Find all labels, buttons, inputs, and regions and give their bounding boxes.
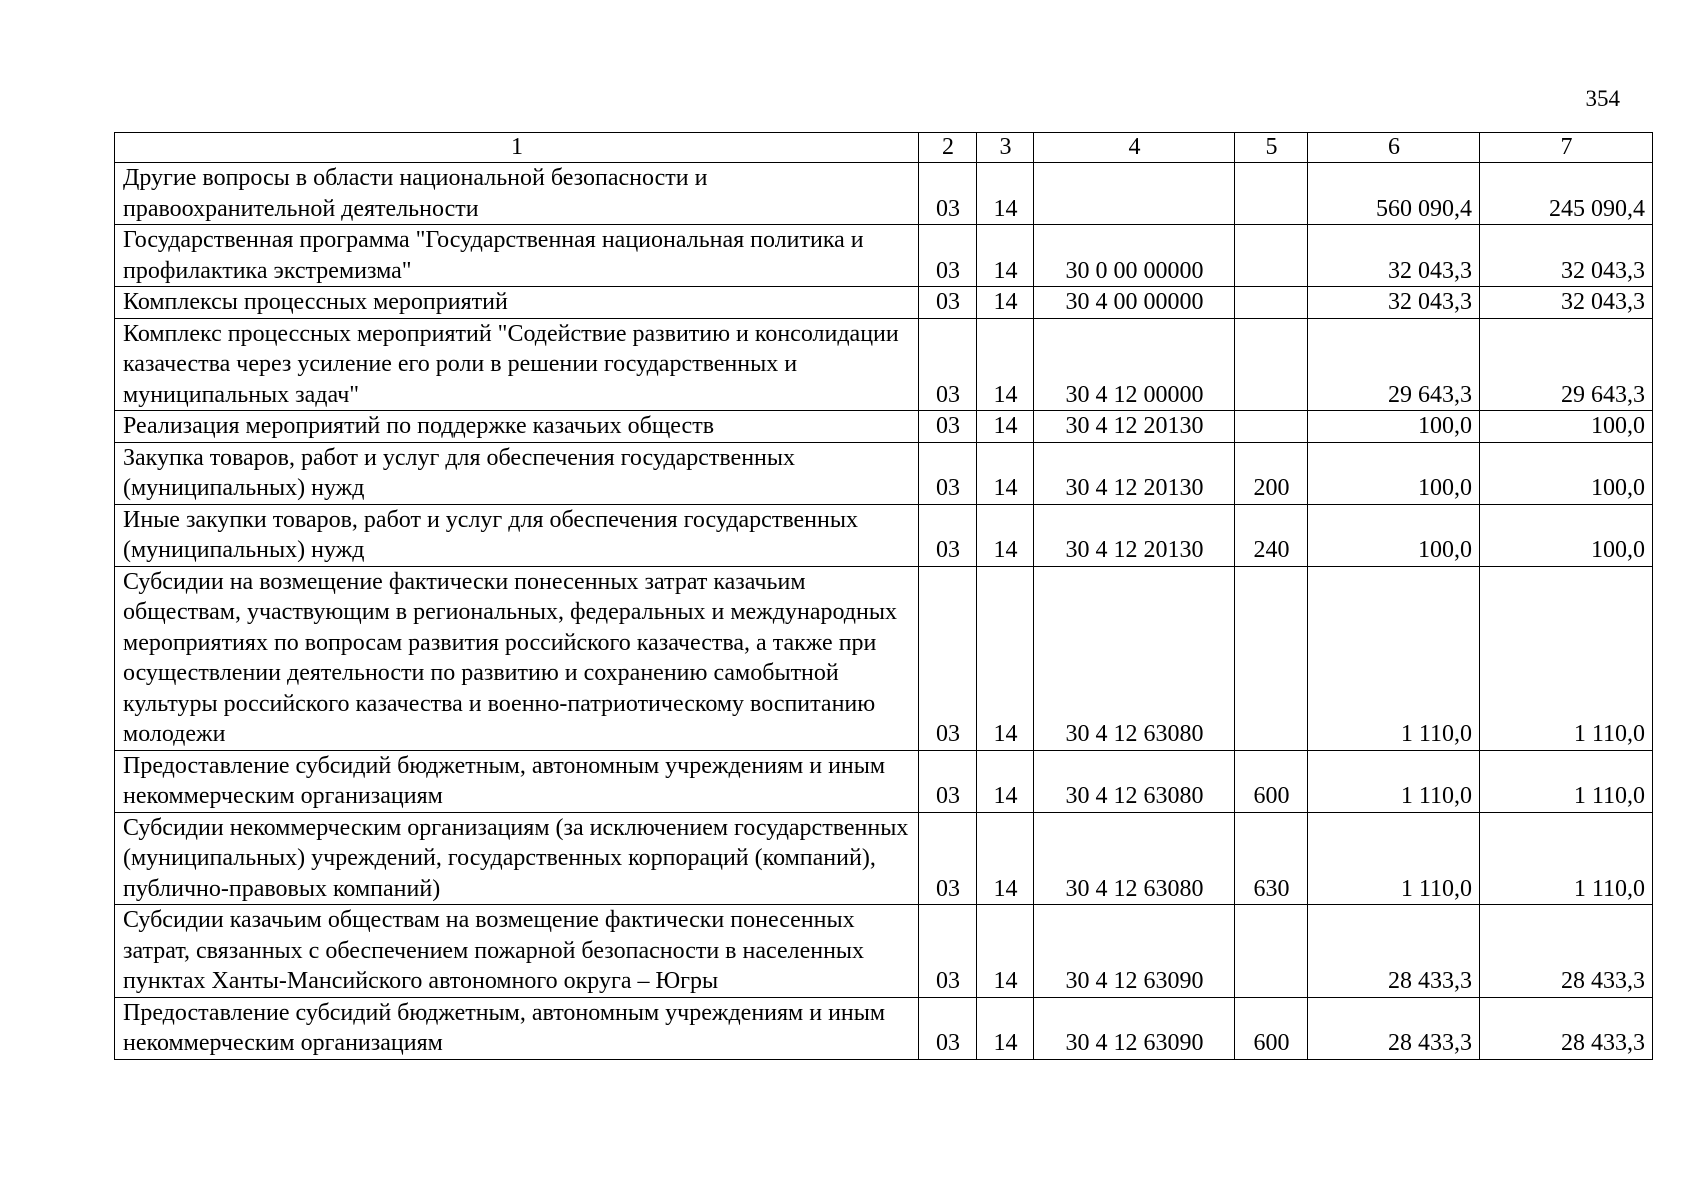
row-name-cell: Субсидии на возмещение фактически понесенных затрат казачьим обществам, участвующим в региональных, федеральных и международных мероприятиях по вопросам развития российского казачества, а также при осуществлении деятельности по развитию и сохранению самобытной культуры российского казачества и военно-патриотическому воспитанию молодежи (115, 566, 919, 750)
column-header-2: 2 (919, 133, 977, 163)
section-code-cell: 03 (919, 504, 977, 566)
expense-type-cell (1235, 163, 1308, 225)
subsection-code-cell: 14 (977, 812, 1034, 905)
table-row (115, 225, 1653, 287)
section-code-cell: 03 (919, 225, 977, 287)
budget-table (114, 132, 1653, 1060)
amount-col6-cell: 100,0 (1308, 442, 1480, 504)
section-code-cell: 03 (919, 905, 977, 998)
expense-type-cell (1235, 318, 1308, 411)
expense-type-cell: 600 (1235, 997, 1308, 1059)
expense-type-cell (1235, 905, 1308, 998)
table-row (115, 750, 1653, 812)
table-row (115, 318, 1653, 411)
amount-col6-cell: 1 110,0 (1308, 812, 1480, 905)
amount-col7-cell: 1 110,0 (1480, 812, 1653, 905)
target-article-cell: 30 4 12 63090 (1034, 905, 1235, 998)
amount-col7-cell: 28 433,3 (1480, 997, 1653, 1059)
amount-col7-cell: 32 043,3 (1480, 225, 1653, 287)
row-name-cell: Иные закупки товаров, работ и услуг для обеспечения государственных (муниципальных) нужд (115, 504, 919, 566)
subsection-code-cell: 14 (977, 905, 1034, 998)
table-row (115, 566, 1653, 750)
column-header-4: 4 (1034, 133, 1235, 163)
row-name-cell: Другие вопросы в области национальной безопасности и правоохранительной деятельности (115, 163, 919, 225)
target-article-cell: 30 4 12 00000 (1034, 318, 1235, 411)
column-header-5: 5 (1235, 133, 1308, 163)
row-name-cell: Предоставление субсидий бюджетным, автономным учреждениям и иным некоммерческим организациям (115, 750, 919, 812)
expense-type-cell: 240 (1235, 504, 1308, 566)
table-row (115, 163, 1653, 225)
amount-col6-cell: 32 043,3 (1308, 287, 1480, 319)
expense-type-cell (1235, 287, 1308, 319)
target-article-cell: 30 4 12 20130 (1034, 411, 1235, 443)
expense-type-cell (1235, 566, 1308, 750)
amount-col6-cell: 560 090,4 (1308, 163, 1480, 225)
subsection-code-cell: 14 (977, 411, 1034, 443)
amount-col7-cell: 100,0 (1480, 411, 1653, 443)
amount-col6-cell: 28 433,3 (1308, 905, 1480, 998)
section-code-cell: 03 (919, 566, 977, 750)
target-article-cell: 30 0 00 00000 (1034, 225, 1235, 287)
amount-col6-cell: 100,0 (1308, 504, 1480, 566)
subsection-code-cell: 14 (977, 225, 1034, 287)
column-header-3: 3 (977, 133, 1034, 163)
expense-type-cell (1235, 411, 1308, 443)
target-article-cell: 30 4 12 63090 (1034, 997, 1235, 1059)
column-header-1: 1 (115, 133, 919, 163)
target-article-cell: 30 4 12 20130 (1034, 442, 1235, 504)
table-header-row (115, 133, 1653, 163)
amount-col7-cell: 100,0 (1480, 504, 1653, 566)
amount-col7-cell: 1 110,0 (1480, 566, 1653, 750)
table-row (115, 905, 1653, 998)
expense-type-cell: 630 (1235, 812, 1308, 905)
subsection-code-cell: 14 (977, 318, 1034, 411)
column-header-6: 6 (1308, 133, 1480, 163)
expense-type-cell (1235, 225, 1308, 287)
row-name-cell: Комплекс процессных мероприятий "Содействие развитию и консолидации казачества через усиление его роли в решении государственных и муниципальных задач" (115, 318, 919, 411)
amount-col6-cell: 1 110,0 (1308, 750, 1480, 812)
subsection-code-cell: 14 (977, 750, 1034, 812)
column-header-7: 7 (1480, 133, 1653, 163)
amount-col7-cell: 28 433,3 (1480, 905, 1653, 998)
section-code-cell: 03 (919, 442, 977, 504)
target-article-cell: 30 4 12 63080 (1034, 812, 1235, 905)
section-code-cell: 03 (919, 163, 977, 225)
target-article-cell: 30 4 00 00000 (1034, 287, 1235, 319)
table-row (115, 287, 1653, 319)
amount-col6-cell: 32 043,3 (1308, 225, 1480, 287)
subsection-code-cell: 14 (977, 163, 1034, 225)
table-row (115, 442, 1653, 504)
amount-col6-cell: 29 643,3 (1308, 318, 1480, 411)
subsection-code-cell: 14 (977, 287, 1034, 319)
amount-col7-cell: 29 643,3 (1480, 318, 1653, 411)
page-number: 354 (1585, 86, 1620, 111)
table-row (115, 504, 1653, 566)
target-article-cell: 30 4 12 63080 (1034, 566, 1235, 750)
target-article-cell: 30 4 12 63080 (1034, 750, 1235, 812)
amount-col6-cell: 1 110,0 (1308, 566, 1480, 750)
expense-type-cell: 200 (1235, 442, 1308, 504)
subsection-code-cell: 14 (977, 442, 1034, 504)
amount-col7-cell: 245 090,4 (1480, 163, 1653, 225)
expense-type-cell: 600 (1235, 750, 1308, 812)
row-name-cell: Комплексы процессных мероприятий (115, 287, 919, 319)
amount-col6-cell: 100,0 (1308, 411, 1480, 443)
amount-col7-cell: 32 043,3 (1480, 287, 1653, 319)
row-name-cell: Реализация мероприятий по поддержке казачьих обществ (115, 411, 919, 443)
row-name-cell: Субсидии некоммерческим организациям (за исключением государственных (муниципальных) учреждений, государственных корпораций (компаний), публично-правовых компаний) (115, 812, 919, 905)
subsection-code-cell: 14 (977, 566, 1034, 750)
amount-col7-cell: 1 110,0 (1480, 750, 1653, 812)
section-code-cell: 03 (919, 318, 977, 411)
subsection-code-cell: 14 (977, 504, 1034, 566)
row-name-cell: Субсидии казачьим обществам на возмещение фактически понесенных затрат, связанных с обеспечением пожарной безопасности в населенных пунктах Ханты-Мансийского автономного округа – Югры (115, 905, 919, 998)
table-row (115, 812, 1653, 905)
row-name-cell: Закупка товаров, работ и услуг для обеспечения государственных (муниципальных) нужд (115, 442, 919, 504)
section-code-cell: 03 (919, 411, 977, 443)
section-code-cell: 03 (919, 287, 977, 319)
amount-col7-cell: 100,0 (1480, 442, 1653, 504)
section-code-cell: 03 (919, 997, 977, 1059)
target-article-cell: 30 4 12 20130 (1034, 504, 1235, 566)
row-name-cell: Предоставление субсидий бюджетным, автономным учреждениям и иным некоммерческим организациям (115, 997, 919, 1059)
section-code-cell: 03 (919, 812, 977, 905)
row-name-cell: Государственная программа "Государственная национальная политика и профилактика экстремизма" (115, 225, 919, 287)
target-article-cell (1034, 163, 1235, 225)
subsection-code-cell: 14 (977, 997, 1034, 1059)
amount-col6-cell: 28 433,3 (1308, 997, 1480, 1059)
section-code-cell: 03 (919, 750, 977, 812)
table-row (115, 997, 1653, 1059)
table-row (115, 411, 1653, 443)
